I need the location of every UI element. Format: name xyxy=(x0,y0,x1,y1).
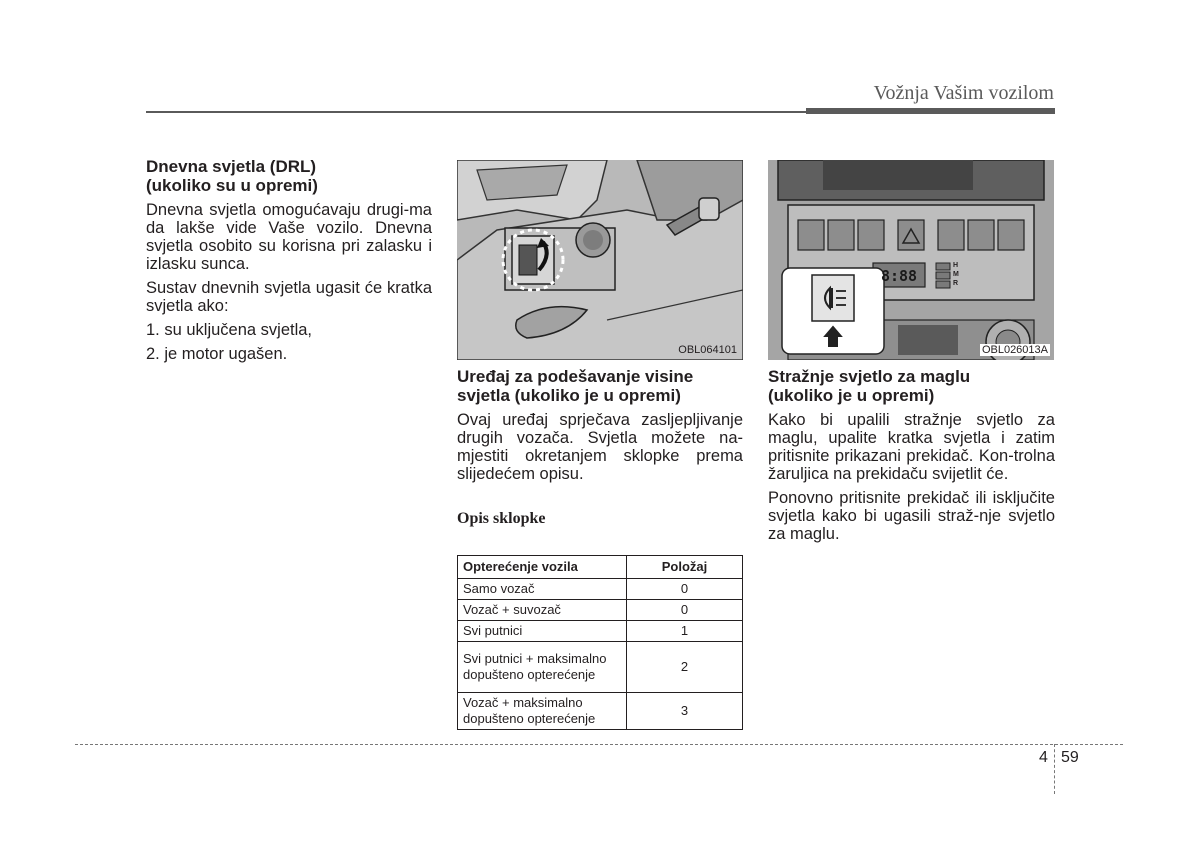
drl-paragraph-1: Dnevna svjetla omogućavaju drugi-ma da lakše vide Vaše vozilo. Dnevna svjetla osobito su korisna pri zalasku i izlasku sunca. xyxy=(146,201,432,273)
table-row: Samo vozač 0 xyxy=(458,579,743,600)
page-number-divider xyxy=(1054,744,1055,794)
leveling-heading: Uređaj za podešavanje visine svjetla (ukoliko je u opremi) xyxy=(457,367,694,405)
drl-section xyxy=(146,157,432,369)
table-header-position: Položaj xyxy=(627,556,743,579)
chapter-number: 4 xyxy=(1039,749,1048,766)
rear-fog-heading: Stražnje svjetlo za maglu (ukoliko je u opremi) xyxy=(768,367,971,405)
rear-fog-illustration xyxy=(768,160,1054,360)
drl-heading: Dnevna svjetla (DRL) (ukoliko su u opremi) xyxy=(146,157,318,195)
leveling-switch-illustration xyxy=(457,160,743,360)
figure-code: OBL064101 xyxy=(678,344,737,356)
indicator-label: M xyxy=(953,271,959,278)
clock-display: 8:88 xyxy=(880,267,918,285)
rear-fog-section xyxy=(768,367,1055,549)
indicator-label: R xyxy=(953,280,959,287)
table-row: Vozač + suvozač 0 xyxy=(458,600,743,621)
switch-description-heading: Opis sklopke xyxy=(457,510,546,527)
leveling-section xyxy=(457,367,743,489)
rear-fog-paragraph-2: Ponovno pritisnite prekidač ili isključite svjetla kako bi ugasili straž-nje svjetlo za maglu. xyxy=(768,489,1055,543)
page-number: 59 xyxy=(1061,749,1079,766)
table-row: Vozač + maksimalno dopušteno opterećenje 3 xyxy=(458,693,743,730)
drl-list-item: 2. je motor ugašen. xyxy=(146,345,288,363)
leveling-switch-figure xyxy=(457,160,743,360)
drl-list-item: 1. su uključena svjetla, xyxy=(146,321,313,339)
load-position-table xyxy=(457,555,743,730)
table-row: Svi putnici 1 xyxy=(458,621,743,642)
table-row: Svi putnici + maksimalno dopušteno opterećenje 2 xyxy=(458,642,743,693)
running-header: Vožnja Vašim vozilom xyxy=(873,82,1054,104)
rear-fog-figure xyxy=(768,160,1054,360)
header-rule-accent xyxy=(806,108,1055,114)
figure-code: OBL026013A xyxy=(981,344,1048,356)
leveling-paragraph: Ovaj uređaj sprječava zasljepljivanje drugih vozača. Svjetla možete na-mjestiti okretanjem sklopke prema slijedećem opisu. xyxy=(457,411,743,483)
table-header-load: Opterećenje vozila xyxy=(458,556,627,579)
indicator-label: H xyxy=(953,262,959,269)
header-rule xyxy=(146,111,806,113)
drl-paragraph-2: Sustav dnevnih svjetla ugasit će kratka svjetla ako: xyxy=(146,279,432,315)
rear-fog-paragraph-1: Kako bi upalili stražnje svjetlo za maglu, upalite kratka svjetla i zatim pritisnite prikazani prekidač. Kon-trolna žaruljica na prekidaču svijetlit će. xyxy=(768,411,1055,483)
footer-rule xyxy=(75,744,1123,745)
